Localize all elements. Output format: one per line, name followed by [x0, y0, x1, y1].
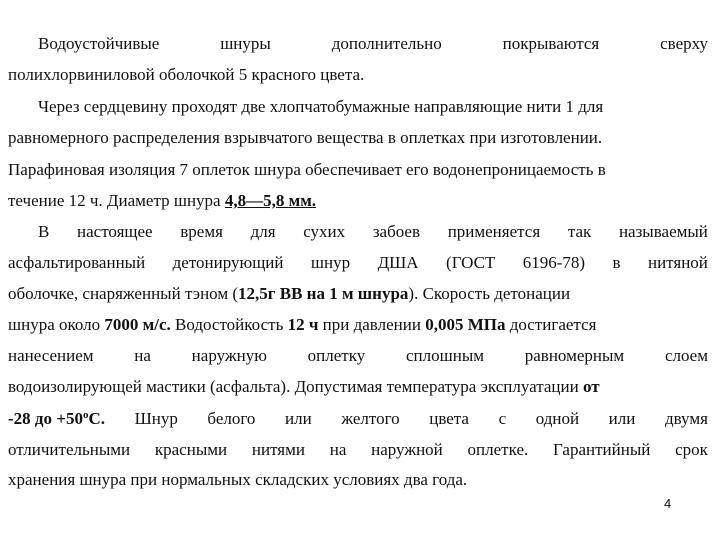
word: 6196-78) — [522, 253, 586, 272]
degree-mark: о — [82, 409, 89, 421]
p3-line-5 — [8, 346, 708, 366]
word: цвета — [429, 409, 469, 428]
word: сухих — [303, 222, 346, 241]
word: наружной — [371, 440, 443, 459]
word: двумя — [664, 409, 708, 428]
word: детонирующий — [172, 253, 284, 272]
word: применяется — [447, 222, 541, 241]
p3-line-7 — [8, 409, 708, 429]
word: так — [567, 222, 592, 241]
text-run: шнура около — [8, 315, 105, 334]
word: в — [612, 253, 621, 272]
word: на — [329, 440, 347, 459]
p2-line-3: Парафиновая изоляция 7 оплеток шнура обеспечивает его водонепроницаемость в — [8, 160, 606, 179]
word: нитями — [251, 440, 305, 459]
p2-line-2: равномерного распределения взрывчатого вещества в оплетках при изготовлении. — [8, 128, 603, 147]
p1-line-2: полихлорвиниловой оболочкой 5 красного цвета. — [8, 65, 365, 84]
word: нитяной — [647, 253, 708, 272]
text-run: течение 12 ч. Диаметр шнура — [8, 191, 225, 210]
word: отличительными — [8, 440, 131, 459]
word: сплошным — [406, 346, 484, 365]
word: или — [608, 409, 636, 428]
word: слоем — [664, 346, 708, 365]
word: наружную — [191, 346, 267, 365]
temperature-unit: С. — [88, 409, 105, 428]
word: одной — [535, 409, 580, 428]
text-run: при давлении — [318, 315, 426, 334]
text-run: ). Скорость детонации — [408, 284, 571, 303]
word: покрываются — [502, 34, 600, 53]
word: оплетке. — [467, 440, 529, 459]
word: асфальтированный — [8, 253, 146, 272]
p3-line-1 — [38, 222, 708, 242]
word: равномерным — [524, 346, 625, 365]
word: белого — [207, 409, 256, 428]
word: желтого — [341, 409, 400, 428]
word: шнуры — [220, 34, 271, 53]
word: или — [285, 409, 312, 428]
speed-value: 7000 м/с. — [104, 315, 171, 334]
p3-line-9: хранения шнура при нормальных складских условиях два года. — [8, 470, 468, 489]
waterproof-duration: 12 ч — [287, 315, 319, 334]
word: настоящее — [77, 222, 153, 241]
word: Гарантийный — [553, 440, 651, 459]
word: сверху — [660, 34, 708, 53]
word: срок — [675, 440, 708, 459]
temperature-from: от — [582, 377, 600, 396]
p3-line-3 — [8, 284, 708, 304]
word: называемый — [618, 222, 708, 241]
diameter-value: 4,8—5,8 мм. — [224, 191, 317, 210]
p2-line-1: Через сердцевину проходят две хлопчатобумажные направляющие нити 1 для — [38, 97, 604, 116]
page-number: 4 — [664, 496, 672, 511]
word: забоев — [372, 222, 421, 241]
word: ДША — [377, 253, 419, 272]
word: дополнительно — [331, 34, 442, 53]
text-run: Водостойкость — [170, 315, 288, 334]
word: шнур — [310, 253, 351, 272]
word: Водоустойчивые — [38, 34, 160, 53]
word: с — [498, 409, 507, 428]
word: (ГОСТ — [446, 253, 496, 272]
word: В — [38, 222, 50, 241]
p2-line-4 — [8, 191, 708, 211]
p3-line-2 — [8, 253, 708, 273]
word: Шнур — [134, 409, 178, 428]
word: для — [250, 222, 276, 241]
p3-line-6 — [8, 377, 708, 397]
temperature-range-text: -28 до +50 — [8, 409, 83, 428]
charge-value: 12,5г ВВ на 1 м шнура — [238, 284, 409, 303]
p1-line-1 — [38, 34, 708, 54]
word: красными — [154, 440, 228, 459]
p3-line-8 — [8, 440, 708, 460]
p3-line-4 — [8, 315, 708, 335]
text-run: водоизолирующей мастики (асфальта). Допустимая температура эксплуатации — [8, 377, 583, 396]
text-run: оболочке, снаряженный тэном ( — [8, 284, 239, 303]
word: оплетку — [307, 346, 366, 365]
word: время — [180, 222, 223, 241]
word: нанесением — [8, 346, 94, 365]
text-run: достигается — [505, 315, 597, 334]
word: на — [134, 346, 151, 365]
temperature-range — [8, 409, 105, 429]
pressure-value: 0,005 МПа — [425, 315, 506, 334]
